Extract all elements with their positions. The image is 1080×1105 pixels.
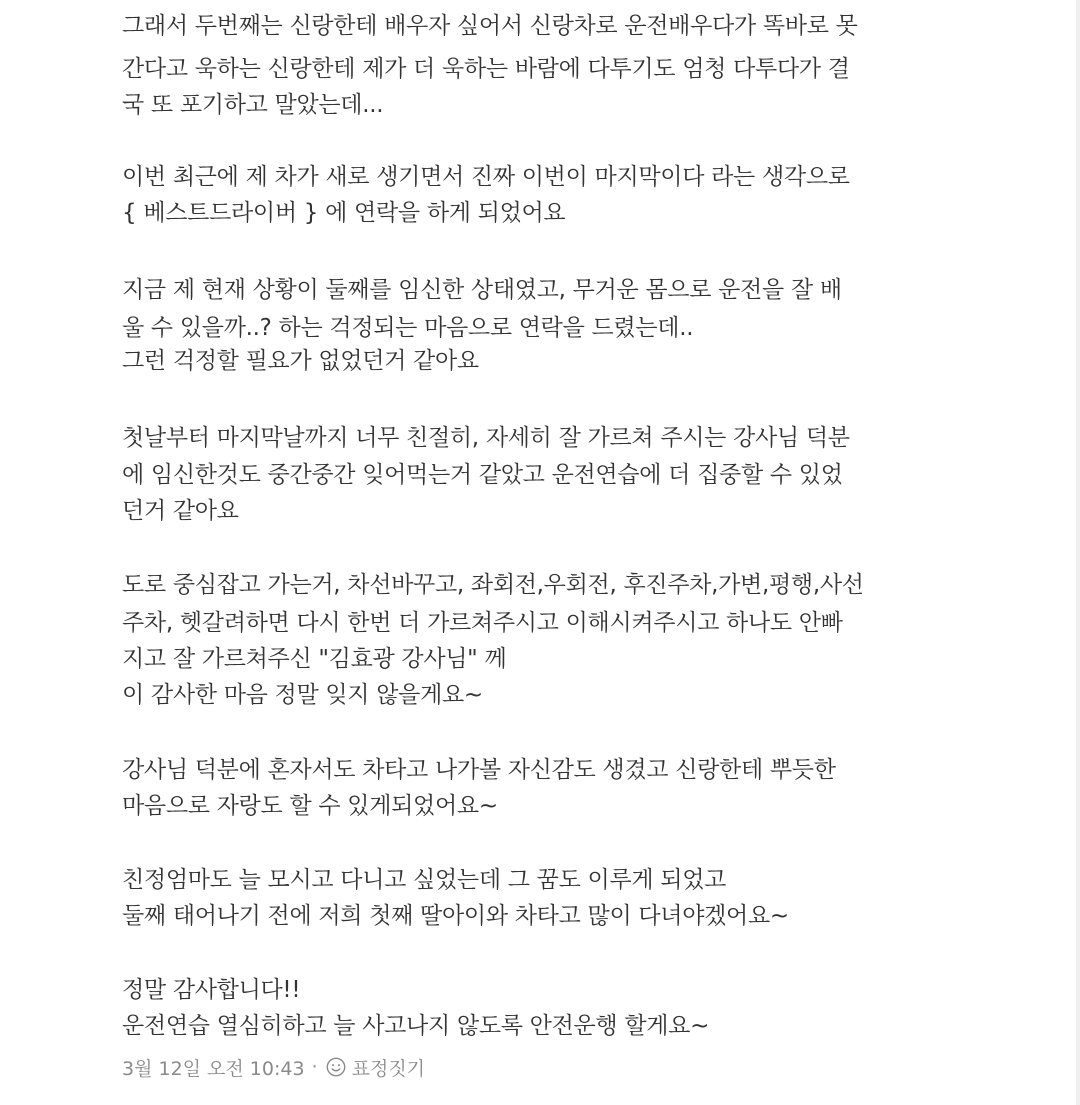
comment-text-line: 지금 제 현재 상황이 둘째를 임신한 상태였고, 무거운 몸으로 운전을 잘 배	[122, 277, 842, 303]
comment-text-line: 지고 잘 가르쳐주신 "김효광 강사님" 께	[122, 646, 507, 672]
comment-timestamp: 3월 12일 오전 10:43	[122, 1057, 305, 1080]
comment-text-line: 친정엄마도 늘 모시고 다니고 싶었는데 그 꿈도 이루게 되었고	[122, 867, 727, 893]
reaction-label: 표정짓기	[351, 1057, 426, 1080]
comment-text-line: { 베스트드라이버 } 에 연락을 하게 되었어요	[122, 200, 566, 226]
comment-text-line: 마음으로 자랑도 할 수 있게되었어요~	[122, 793, 498, 819]
meta-separator: ·	[311, 1056, 318, 1078]
comment-text-line: 강사님 덕분에 혼자서도 차타고 나가볼 자신감도 생겼고 신랑한테 뿌듯한	[122, 757, 836, 783]
comment-text-line: 던거 같아요	[122, 498, 239, 524]
comment-text-line: 둘째 태어나기 전에 저희 첫째 딸아이와 차타고 많이 다녀야겠어요~	[122, 903, 789, 929]
comment-text-line: 주차, 헷갈려하면 다시 한번 더 가르쳐주시고 이해시켜주시고 하나도 안빠	[122, 610, 843, 636]
smiley-icon	[325, 1056, 347, 1078]
comment-text-line: 에 임신한것도 중간중간 잊어먹는거 같았고 운전연습에 더 집중할 수 있었	[122, 462, 843, 488]
comment-text-line: 그런 걱정할 필요가 없었던거 같아요	[122, 348, 479, 374]
scrollbar-track[interactable]	[1076, 0, 1080, 1105]
comment-text-line: 운전연습 열심히하고 늘 사고나지 않도록 안전운행 할게요~	[122, 1013, 710, 1039]
comment-text-line: 도로 중심잡고 가는거, 차선바꾸고, 좌회전,우회전, 후진주차,가변,평행,사선	[122, 572, 864, 598]
comment-text-line: 첫날부터 마지막날까지 너무 친절히, 자세히 잘 가르쳐 주시는 강사님 덕분	[122, 425, 850, 451]
comment-text-line: 울 수 있을까..? 하는 걱정되는 마음으로 연락을 드렸는데..	[122, 315, 694, 341]
comment-text-line: 정말 감사합니다!!	[122, 977, 301, 1003]
comment-text-line: 이 감사한 마음 정말 잊지 않을게요~	[122, 682, 483, 708]
comment-text-line: 국 또 포기하고 말았는데...	[122, 92, 384, 118]
comment-text-line: 간다고 욱하는 신랑한테 제가 더 욱하는 바람에 다투기도 엄청 다투다가 결	[122, 56, 850, 82]
reaction-button[interactable]	[325, 1054, 425, 1081]
comment-text-line: 그래서 두번째는 신랑한테 배우자 싶어서 신랑차로 운전배우다가 똑바로 못	[122, 13, 858, 39]
comment-text-line: 이번 최근에 제 차가 새로 생기면서 진짜 이번이 마지막이다 라는 생각으로	[122, 164, 850, 190]
comment-meta	[122, 1052, 425, 1082]
